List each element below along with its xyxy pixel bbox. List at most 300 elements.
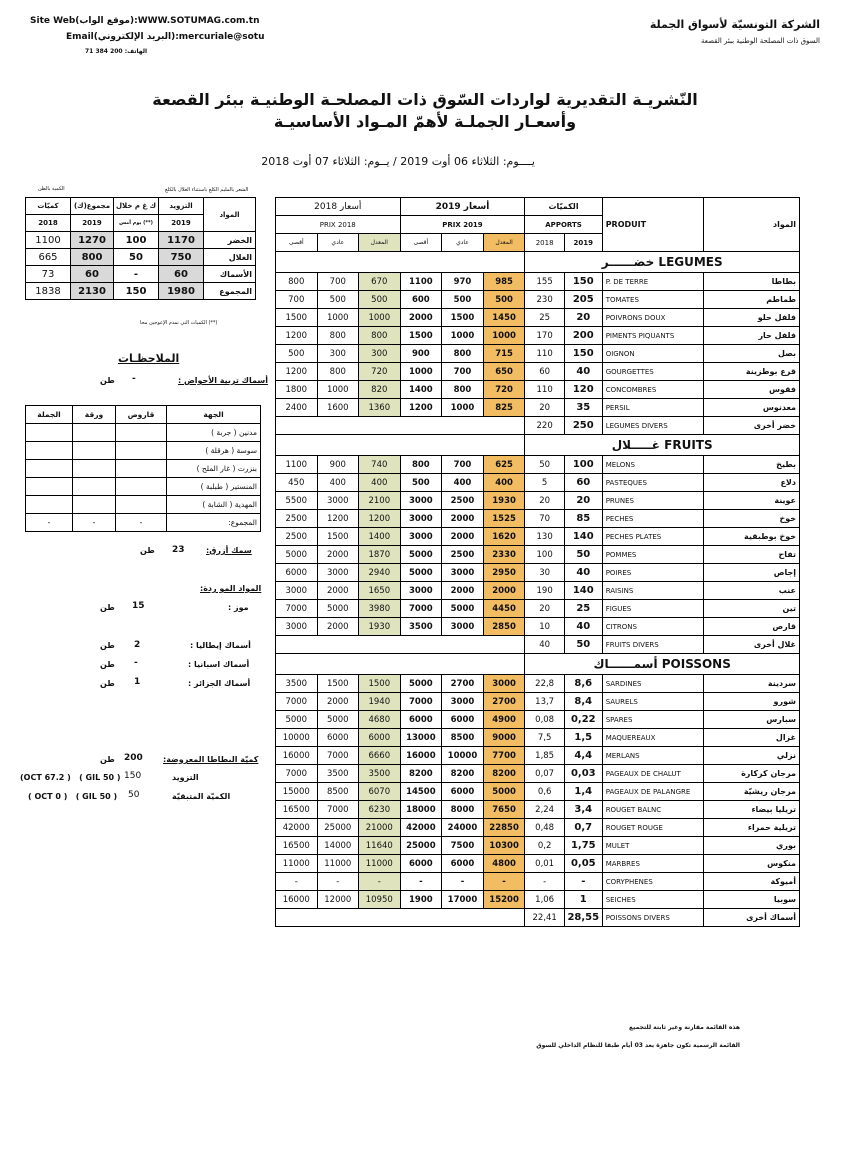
product-ar: مرجان ريشيّة	[704, 783, 800, 801]
price-2018-max: 5000	[276, 546, 318, 564]
apports-2018: 0,48	[525, 819, 565, 837]
price-2019-avg: 2330	[483, 546, 525, 564]
apports-2019: 60	[564, 474, 602, 492]
apports-2018: 20	[525, 492, 565, 510]
product-ar: تريلية حمراء	[704, 819, 800, 837]
price-2018-max: 42000	[276, 819, 318, 837]
price-2019-normal: 5000	[442, 600, 484, 618]
apports-2019: 140	[564, 528, 602, 546]
price-2018-avg: 11640	[359, 837, 401, 855]
table-row	[276, 693, 800, 711]
table-row	[276, 546, 800, 564]
price-2019-max: 18000	[400, 801, 442, 819]
table-row	[276, 600, 800, 618]
price-2018-normal: 1000	[317, 381, 359, 399]
price-2018-normal: 7000	[317, 801, 359, 819]
price-2019-avg: 5000	[483, 783, 525, 801]
price-2018-normal: 11000	[317, 855, 359, 873]
basin-value: -	[132, 374, 136, 384]
table-row	[276, 309, 800, 327]
report-date: يــــوم: الثلاثاء 06 أوت 2019 / يــوم: الثلاثاء 07 أوت 2018	[261, 155, 535, 168]
price-2019-max: 6000	[400, 855, 442, 873]
price-2018-normal: 1200	[317, 510, 359, 528]
divers-2019: 50	[564, 636, 602, 654]
apports-2018: 5	[525, 474, 565, 492]
table-row	[276, 528, 800, 546]
product-fr: MARBRES	[602, 855, 704, 873]
apports-2019: 0,7	[564, 819, 602, 837]
website-text: Site Web(موقع الواب):WWW.SOTUMAG.com.tn	[30, 16, 260, 26]
table-row	[276, 381, 800, 399]
table-row	[276, 399, 800, 417]
divers-ar: أسماك أخرى	[704, 909, 800, 927]
apports-2019: 8,6	[564, 675, 602, 693]
price-2019-max: 1400	[400, 381, 442, 399]
apports-2019: 20	[564, 492, 602, 510]
price-2018-avg: 6000	[359, 729, 401, 747]
price-2019-avg: 500	[483, 291, 525, 309]
product-ar: بطيخ	[704, 456, 800, 474]
price-2019-avg: 4800	[483, 855, 525, 873]
product-ar: بصل	[704, 345, 800, 363]
apports-2019: 4,4	[564, 747, 602, 765]
price-2019-max: -	[400, 873, 442, 891]
italy-label: أسماك إيطاليا :	[190, 641, 251, 650]
product-fr: POIVRONS DOUX	[602, 309, 704, 327]
divers-ar: خضر أخرى	[704, 417, 800, 435]
table-row	[276, 801, 800, 819]
header-row-1: أسعار 2018 أسعار 2019 الكميّات PRODUIT المواد	[276, 198, 800, 216]
product-fr: PAGEAUX DE CHALUT	[602, 765, 704, 783]
price-2019-avg: 720	[483, 381, 525, 399]
price-2018-avg: 1940	[359, 693, 401, 711]
region-row: المنستير ( طبلبة )	[26, 478, 261, 496]
section-title: خضــــــر LEGUMES	[525, 252, 800, 273]
price-2019-max: 800	[400, 456, 442, 474]
product-fr: SARDINES	[602, 675, 704, 693]
apports-2019: 35	[564, 399, 602, 417]
supply-note: (OCT 67.2 ) ( GIL 50 )	[20, 773, 121, 782]
price-2019-normal: 17000	[442, 891, 484, 909]
price-2019-avg: 7700	[483, 747, 525, 765]
product-fr: PIMENTS PIQUANTS	[602, 327, 704, 345]
org-header	[650, 18, 820, 45]
price-2019-avg: 985	[483, 273, 525, 291]
imported-title: المواد المو ردة:	[200, 584, 262, 593]
remarks-title: الملاحظـات	[118, 352, 180, 365]
price-2019-normal: 2000	[442, 528, 484, 546]
price-2018-normal: 3500	[317, 765, 359, 783]
summary-row: 665 800 50 750 الغلال	[26, 249, 256, 266]
apports-2018: 155	[525, 273, 565, 291]
table-row	[276, 618, 800, 636]
price-2018-normal: 400	[317, 474, 359, 492]
divers-fr: POISSONS DIVERS	[602, 909, 704, 927]
price-2019-max: 1500	[400, 327, 442, 345]
price-2019-normal: 2000	[442, 582, 484, 600]
contact-block	[30, 16, 265, 61]
apports-2019: 120	[564, 381, 602, 399]
price-2019-avg: 2950	[483, 564, 525, 582]
product-ar: تين	[704, 600, 800, 618]
divers-2018: 40	[525, 636, 565, 654]
price-2019-normal: 1500	[442, 309, 484, 327]
product-ar: مرجان كركارة	[704, 765, 800, 783]
price-2018-avg: 3980	[359, 600, 401, 618]
table-row	[276, 675, 800, 693]
section-title: أسمــــــاك POISSONS	[525, 654, 800, 675]
price-2019-normal: -	[442, 873, 484, 891]
price-2018-normal: 800	[317, 327, 359, 345]
price-2019-avg: -	[483, 873, 525, 891]
price-2019-avg: 9000	[483, 729, 525, 747]
price-2018-normal: 1600	[317, 399, 359, 417]
product-ar: معدنوس	[704, 399, 800, 417]
apports-2019: 40	[564, 618, 602, 636]
region-row: سوسة ( هرقلة )	[26, 442, 261, 460]
price-2018-normal: 300	[317, 345, 359, 363]
price-2019-normal: 3000	[442, 564, 484, 582]
apports-2018: 25	[525, 309, 565, 327]
price-2018-max: 3500	[276, 675, 318, 693]
product-fr: GOURGETTES	[602, 363, 704, 381]
price-2018-avg: 800	[359, 327, 401, 345]
price-2019-normal: 500	[442, 291, 484, 309]
price-2018-avg: 820	[359, 381, 401, 399]
divers-fr: FRUITS DIVERS	[602, 636, 704, 654]
apports-2018: 70	[525, 510, 565, 528]
divers-row	[276, 636, 800, 654]
price-2019-max: 16000	[400, 747, 442, 765]
product-fr: CONCOMBRES	[602, 381, 704, 399]
price-2018-max: 16000	[276, 891, 318, 909]
price-2019-normal: 3000	[442, 693, 484, 711]
price-2019-normal: 2000	[442, 510, 484, 528]
price-2018-normal: 3000	[317, 564, 359, 582]
price-2018-normal: 3000	[317, 492, 359, 510]
price-2018-max: 15000	[276, 783, 318, 801]
table-row	[276, 873, 800, 891]
page-title-line2: وأسعـار الجملـة لأهمّ المـواد الأساسيـة	[273, 112, 577, 131]
price-2018-max: 6000	[276, 564, 318, 582]
region-row: بنزرت ( غار الملح )	[26, 460, 261, 478]
price-2018-max: 1100	[276, 456, 318, 474]
product-ar: سردينة	[704, 675, 800, 693]
price-2018-normal: -	[317, 873, 359, 891]
product-ar: قرع بوطزينة	[704, 363, 800, 381]
apports-2018: 50	[525, 456, 565, 474]
price-2018-avg: 6070	[359, 783, 401, 801]
product-ar: خوخ بوطبقية	[704, 528, 800, 546]
product-fr: PAGEAUX DE PALANGRE	[602, 783, 704, 801]
price-2019-avg: 22850	[483, 819, 525, 837]
apports-2019: 205	[564, 291, 602, 309]
price-2018-normal: 7000	[317, 747, 359, 765]
apports-2018: 130	[525, 528, 565, 546]
region-row: المهدية ( الشابة )	[26, 496, 261, 514]
product-ar: فلفل حلو	[704, 309, 800, 327]
price-2018-normal: 2000	[317, 693, 359, 711]
price-2018-max: 3000	[276, 618, 318, 636]
price-2018-avg: 2940	[359, 564, 401, 582]
product-fr: SPARES	[602, 711, 704, 729]
apports-2018: 100	[525, 546, 565, 564]
price-2018-max: 2500	[276, 528, 318, 546]
product-fr: PECHES	[602, 510, 704, 528]
price-2019-avg: 10300	[483, 837, 525, 855]
italy-unit: طن	[100, 641, 115, 650]
divers-2019: 28,55	[564, 909, 602, 927]
price-2019-normal: 3000	[442, 618, 484, 636]
price-2019-max: 3000	[400, 582, 442, 600]
product-ar: أميوكة	[704, 873, 800, 891]
product-fr: TOMATES	[602, 291, 704, 309]
basin-unit: طن	[100, 376, 115, 385]
price-2019-max: 1900	[400, 891, 442, 909]
price-2019-max: 5000	[400, 546, 442, 564]
price-2018-avg: 400	[359, 474, 401, 492]
price-2018-avg: 1200	[359, 510, 401, 528]
price-2019-normal: 700	[442, 456, 484, 474]
table-row	[276, 891, 800, 909]
product-fr: PASTEQUES	[602, 474, 704, 492]
price-2019-max: 1100	[400, 273, 442, 291]
price-table-body	[276, 252, 800, 927]
price-2018-normal: 14000	[317, 837, 359, 855]
price-2019-normal: 400	[442, 474, 484, 492]
price-2018-max: 500	[276, 345, 318, 363]
product-ar: تريليا بيضاء	[704, 801, 800, 819]
price-2019-max: 3000	[400, 528, 442, 546]
price-2019-avg: 715	[483, 345, 525, 363]
price-2018-normal: 1500	[317, 675, 359, 693]
price-2019-normal: 24000	[442, 819, 484, 837]
apports-2019: 0,22	[564, 711, 602, 729]
apports-2019: 200	[564, 327, 602, 345]
price-2018-avg: 1360	[359, 399, 401, 417]
spain-label: أسماك اسبانيا :	[188, 660, 250, 669]
apports-2018: 0,2	[525, 837, 565, 855]
price-2018-normal: 6000	[317, 729, 359, 747]
price-2019-normal: 6000	[442, 711, 484, 729]
regions-table: الجملة ورقة قاروص الجهة مدنين ( جربة ) سوسة ( هرقلة ) بنزرت ( غار الملح ) المنستير ( طبلبة ) المهدية ( الشابة ) - - - المجموع:	[25, 405, 261, 532]
spain-value: -	[134, 658, 138, 668]
product-fr: POMMES	[602, 546, 704, 564]
product-ar: فلفل حار	[704, 327, 800, 345]
apports-2019: 50	[564, 546, 602, 564]
spain-unit: طن	[100, 660, 115, 669]
price-2019-normal: 1000	[442, 399, 484, 417]
basin-label: أسماك تربية الأحواض :	[178, 376, 268, 385]
blue-fish-label: سمك أزرق:	[206, 546, 252, 555]
apports-2019: 1,5	[564, 729, 602, 747]
potato-unit: طن	[100, 755, 115, 764]
product-ar: عنب	[704, 582, 800, 600]
price-2019-normal: 6000	[442, 855, 484, 873]
price-2018-avg: 1870	[359, 546, 401, 564]
price-2019-avg: 2000	[483, 582, 525, 600]
apports-2018: 190	[525, 582, 565, 600]
summary-footnote: (**) الكميات التي تمدم الإعوجين محا	[140, 320, 218, 326]
product-ar: سبارس	[704, 711, 800, 729]
banana-label: موز :	[228, 603, 249, 612]
apports-2019: 1,75	[564, 837, 602, 855]
apports-2018: 30	[525, 564, 565, 582]
potato-label: كميّة البطاطا المعروضة:	[163, 755, 259, 764]
product-fr: P. DE TERRE	[602, 273, 704, 291]
product-ar: بطاطا	[704, 273, 800, 291]
blue-fish-unit: طن	[140, 546, 155, 555]
price-2019-max: 2000	[400, 309, 442, 327]
price-2018-normal: 900	[317, 456, 359, 474]
algeria-unit: طن	[100, 679, 115, 688]
table-row	[276, 729, 800, 747]
rest-value: 50	[128, 790, 140, 800]
divers-fr: LEGUMES DIVERS	[602, 417, 704, 435]
product-fr: RAISINS	[602, 582, 704, 600]
product-fr: OIGNON	[602, 345, 704, 363]
price-2018-avg: 21000	[359, 819, 401, 837]
product-ar: طماطم	[704, 291, 800, 309]
price-2019-max: 900	[400, 345, 442, 363]
price-2019-max: 14500	[400, 783, 442, 801]
apports-2019: 1	[564, 891, 602, 909]
product-ar: شورو	[704, 693, 800, 711]
price-2018-normal: 500	[317, 291, 359, 309]
price-2018-avg: 740	[359, 456, 401, 474]
price-2018-normal: 800	[317, 363, 359, 381]
product-fr: MULET	[602, 837, 704, 855]
price-2019-max: 42000	[400, 819, 442, 837]
price-2018-normal: 2000	[317, 546, 359, 564]
price-2018-avg: 4680	[359, 711, 401, 729]
price-2019-normal: 800	[442, 381, 484, 399]
price-2018-max: 7000	[276, 765, 318, 783]
divers-2018: 220	[525, 417, 565, 435]
price-note: الشعر بالمليم الكلغ باستثناء الغلال بالكلغ	[165, 187, 249, 193]
price-2019-max: 6000	[400, 711, 442, 729]
price-2019-normal: 6000	[442, 783, 484, 801]
price-2018-avg: 2100	[359, 492, 401, 510]
banana-unit: طن	[100, 603, 115, 612]
apports-2018: 1,06	[525, 891, 565, 909]
price-2018-normal: 12000	[317, 891, 359, 909]
summary-row: 1100 1270 100 1170 الخضر	[26, 232, 256, 249]
product-fr: MERLANS	[602, 747, 704, 765]
algeria-label: أسماك الجزائر :	[188, 679, 251, 688]
blue-fish-value: 23	[172, 545, 185, 555]
price-2019-avg: 8200	[483, 765, 525, 783]
product-fr: CORYPHENES	[602, 873, 704, 891]
apports-2018: 170	[525, 327, 565, 345]
apports-2018: 13,7	[525, 693, 565, 711]
price-2019-normal: 8200	[442, 765, 484, 783]
apports-2019: 100	[564, 456, 602, 474]
section-header-row	[276, 654, 800, 675]
price-2018-normal: 2000	[317, 582, 359, 600]
table-row	[276, 273, 800, 291]
org-subtitle: السوق ذات المصلحة الوطنية ببئر القصعة	[700, 37, 820, 45]
apports-2018: 7,5	[525, 729, 565, 747]
product-fr: MAQUEREAUX	[602, 729, 704, 747]
product-fr: PRUNES	[602, 492, 704, 510]
org-name: الشركة التونسيّة لأسواق الجملة	[649, 18, 820, 31]
section-title: غـــــلال FRUITS	[525, 435, 800, 456]
apports-2018: 0,07	[525, 765, 565, 783]
email-text: Email(البريد الإلكتروني):mercuriale@sotu	[66, 32, 265, 42]
apports-2018: 20	[525, 399, 565, 417]
table-row	[276, 711, 800, 729]
price-2018-avg: 6230	[359, 801, 401, 819]
apports-2018: 0,6	[525, 783, 565, 801]
table-row	[276, 510, 800, 528]
price-2019-avg: 625	[483, 456, 525, 474]
supply-value: 150	[124, 771, 142, 781]
product-fr: FIGUES	[602, 600, 704, 618]
price-2019-avg: 400	[483, 474, 525, 492]
apports-2018: 10	[525, 618, 565, 636]
price-2019-normal: 10000	[442, 747, 484, 765]
apports-2019: 85	[564, 510, 602, 528]
price-2018-avg: 1650	[359, 582, 401, 600]
divers-2019: 250	[564, 417, 602, 435]
product-ar: بوري	[704, 837, 800, 855]
apports-2019: 3,4	[564, 801, 602, 819]
price-2018-max: 700	[276, 291, 318, 309]
product-fr: SEICHES	[602, 891, 704, 909]
price-2018-max: 800	[276, 273, 318, 291]
apports-2019: 8,4	[564, 693, 602, 711]
price-2018-avg: 1930	[359, 618, 401, 636]
product-ar: دلاع	[704, 474, 800, 492]
price-2019-avg: 2850	[483, 618, 525, 636]
price-2019-normal: 800	[442, 345, 484, 363]
algeria-value: 1	[134, 677, 141, 687]
price-2019-normal: 7500	[442, 837, 484, 855]
divers-row	[276, 909, 800, 927]
price-2018-avg: 11000	[359, 855, 401, 873]
price-2018-avg: 300	[359, 345, 401, 363]
price-2019-max: 3000	[400, 492, 442, 510]
italy-value: 2	[134, 640, 141, 650]
price-2019-max: 3000	[400, 510, 442, 528]
apports-2019: 0,03	[564, 765, 602, 783]
header-row-2: PRIX 2018 PRIX 2019 APPORTS	[276, 216, 800, 234]
price-2019-avg: 1525	[483, 510, 525, 528]
price-2018-max: 2500	[276, 510, 318, 528]
price-2018-max: 1800	[276, 381, 318, 399]
price-2019-max: 8200	[400, 765, 442, 783]
price-2018-avg: 3500	[359, 765, 401, 783]
price-2018-avg: 1500	[359, 675, 401, 693]
price-2018-max: 11000	[276, 855, 318, 873]
price-2018-normal: 25000	[317, 819, 359, 837]
divers-ar: غلال أخرى	[704, 636, 800, 654]
potato-value: 200	[124, 753, 143, 763]
price-2018-normal: 5000	[317, 711, 359, 729]
price-table	[275, 197, 800, 927]
price-2018-max: 450	[276, 474, 318, 492]
price-2019-max: 3500	[400, 618, 442, 636]
product-ar: منكوس	[704, 855, 800, 873]
table-row	[276, 783, 800, 801]
price-2019-avg: 1620	[483, 528, 525, 546]
table-row	[276, 564, 800, 582]
price-2018-avg: -	[359, 873, 401, 891]
price-2019-avg: 4900	[483, 711, 525, 729]
price-2018-avg: 1000	[359, 309, 401, 327]
apports-2019: -	[564, 873, 602, 891]
